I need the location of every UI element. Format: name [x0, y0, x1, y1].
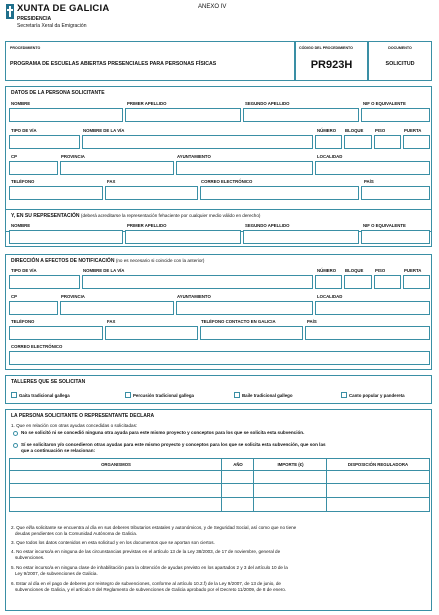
applicant-nif-label: NIF O EQUIVALENTE — [363, 101, 406, 106]
applicant-surname2-field[interactable] — [243, 108, 359, 122]
table-row-divider — [10, 483, 429, 484]
applicant-street-name-label: NOMBRE DE LA VÍA — [83, 128, 125, 133]
notification-address-section — [5, 254, 432, 370]
applicant-floor-label: PISO — [375, 128, 386, 133]
representative-surname1-field[interactable] — [125, 230, 241, 244]
declaration-item-3: 3. Que todos los datos contenidos en esta solicitud y en los documentos que se aportan son ciertos. — [11, 540, 215, 545]
notification-section-title: DIRECCIÓN A EFECTOS DE NOTIFICACIÓN (no es necesario si coincide con la anterior) — [11, 258, 205, 264]
notif-street-name-field[interactable] — [82, 275, 313, 289]
notif-email-label: CORREO ELECTRÓNICO — [11, 344, 63, 349]
workshop-baile-checkbox[interactable] — [234, 392, 240, 398]
declaration-item-4-line2: subvenciones. — [15, 555, 45, 560]
applicant-municipality-label: AYUNTAMIENTO — [177, 154, 211, 159]
declaration-item-1: 1. Que en relación con otras ayudas concedidas o solicitadas: — [11, 423, 138, 428]
table-cell[interactable] — [11, 472, 220, 482]
notif-street-type-label: TIPO DE VÍA — [11, 268, 37, 273]
notif-floor-field[interactable] — [374, 275, 401, 289]
applicant-door-field[interactable] — [403, 135, 430, 149]
table-divider — [221, 459, 222, 511]
applicant-country-field[interactable] — [361, 186, 430, 200]
table-header-regulation: DISPOSICIÓN REGULADORA — [347, 462, 409, 467]
applicant-municipality-field[interactable] — [176, 161, 313, 175]
representative-name-field[interactable] — [9, 230, 123, 244]
representative-name-label: NOMBRE — [11, 223, 31, 228]
notif-locality-label: LOCALIDAD — [317, 294, 343, 299]
applicant-country-label: PAÍS — [364, 179, 374, 184]
workshop-gaita-label: Gaita tradicional gallega — [19, 393, 70, 398]
notif-number-label: NÚMERO — [317, 268, 337, 273]
applicant-street-type-field[interactable] — [9, 135, 80, 149]
annex-label: ANEXO IV — [198, 4, 227, 10]
representative-section — [5, 209, 432, 247]
document-box — [368, 41, 432, 81]
applicant-name-label: NOMBRE — [11, 101, 31, 106]
table-header-organisms: ORGANISMOS — [101, 462, 131, 467]
applicant-locality-field[interactable] — [315, 161, 430, 175]
notif-email-field[interactable] — [9, 351, 430, 365]
applicant-number-field[interactable] — [315, 135, 342, 149]
notif-postcode-label: CP — [11, 294, 17, 299]
notif-phone-field[interactable] — [9, 326, 103, 340]
table-divider — [253, 459, 254, 511]
notif-fax-field[interactable] — [105, 326, 198, 340]
declaration-item-4-line1: 4. No estar incurso/a en ninguna de las circunstancias previstas en el artículo 13 de la Ley 38/2003, de 17 de noviembre, general de — [11, 549, 281, 554]
notif-province-field[interactable] — [60, 301, 174, 315]
notif-phone-label: TELÉFONO — [11, 319, 35, 324]
procedure-value: PROGRAMA DE ESCUELAS ABIERTAS PRESENCIALES PARA PERSONAS FÍSICAS — [10, 61, 217, 67]
notif-door-field[interactable] — [403, 275, 430, 289]
declaration-item-6-line1: 6. Estar al día en el pago de deberes por reintegro de subvenciones, conforme al artículo 10.2.f) de la Ley 9/2007, de 13 de junio, de — [11, 581, 281, 586]
notif-block-label: BLOQUE — [345, 268, 364, 273]
workshop-percusion-label: Percusión tradicional gallega — [133, 393, 194, 398]
declaration-item-6-line2: subvenciones de Galicia, y el artículo 9 del Reglamento de subvenciones de Galicia aprobado por el Decreto 11/2009, de 8 de enero. — [15, 587, 287, 592]
procedure-box — [5, 41, 295, 81]
representative-surname2-label: SEGUNDO APELLIDO — [245, 223, 290, 228]
notif-province-label: PROVINCIA — [61, 294, 85, 299]
table-row-divider — [10, 497, 429, 498]
other-aid-label-line1: Sí se solicitaron y/o concedieron otras ayudas para este mismo proyecto y conceptos para los que se solicita esta subvención, que son las — [21, 442, 326, 447]
notif-galicia-phone-field[interactable] — [200, 326, 303, 340]
other-aid-table — [9, 458, 430, 512]
applicant-surname1-label: PRIMER APELLIDO — [127, 101, 167, 106]
notif-country-field[interactable] — [305, 326, 430, 340]
representative-surname2-field[interactable] — [243, 230, 359, 244]
applicant-block-label: BLOQUE — [345, 128, 364, 133]
table-header-row — [10, 459, 429, 471]
workshops-section-title: TALLERES QUE SE SOLICITAN — [11, 379, 86, 385]
document-label: DOCUMENTO — [388, 46, 412, 50]
table-cell[interactable] — [11, 499, 220, 510]
workshops-section — [5, 375, 432, 404]
representative-nif-label: NIF O EQUIVALENTE — [363, 223, 406, 228]
workshop-canto-checkbox[interactable] — [341, 392, 347, 398]
notif-municipality-label: AYUNTAMIENTO — [177, 294, 211, 299]
notif-locality-field[interactable] — [315, 301, 430, 315]
notif-floor-label: PISO — [375, 268, 386, 273]
logo-subdept: Secretaría Xeral da Emigración — [17, 22, 87, 29]
notif-block-field[interactable] — [344, 275, 372, 289]
workshop-canto-label: Canto popular y pandereta — [349, 393, 405, 398]
notif-number-field[interactable] — [315, 275, 342, 289]
applicant-phone-field[interactable] — [9, 186, 103, 200]
notif-street-name-label: NOMBRE DE LA VÍA — [83, 268, 125, 273]
representative-nif-field[interactable] — [361, 230, 430, 244]
table-cell[interactable] — [11, 485, 220, 496]
applicant-fax-label: FAX — [107, 179, 116, 184]
no-other-aid-label: No se solicitó ni se concedió ninguna otra ayuda para este mismo proyecto y conceptos para los que se solicita esta subvención. — [21, 430, 305, 435]
no-other-aid-radio[interactable] — [13, 431, 18, 436]
applicant-surname2-label: SEGUNDO APELLIDO — [245, 101, 290, 106]
applicant-number-label: NÚMERO — [317, 128, 337, 133]
applicant-province-label: PROVINCIA — [61, 154, 85, 159]
applicant-phone-label: TELÉFONO — [11, 179, 35, 184]
workshop-gaita-checkbox[interactable] — [11, 392, 17, 398]
procedure-code-label: CÓDIGO DEL PROCEDIMIENTO — [299, 46, 353, 50]
logo-name: XUNTA DE GALICIA — [17, 3, 110, 14]
representative-surname1-label: PRIMER APELLIDO — [127, 223, 167, 228]
procedure-label: PROCEDIMIENTO — [10, 46, 41, 50]
applicant-floor-field[interactable] — [374, 135, 401, 149]
notif-postcode-field[interactable] — [9, 301, 58, 315]
table-header-year: AÑO — [233, 462, 243, 467]
xunta-logo — [6, 3, 146, 35]
applicant-section-title: DATOS DE LA PERSONA SOLICITANTE — [11, 90, 105, 96]
applicant-postcode-label: CP — [11, 154, 17, 159]
applicant-street-type-label: TIPO DE VÍA — [11, 128, 37, 133]
notif-country-label: PAÍS — [307, 319, 317, 324]
procedure-code-box — [295, 41, 368, 81]
applicant-locality-label: LOCALIDAD — [317, 154, 343, 159]
applicant-fax-field[interactable] — [105, 186, 198, 200]
declaration-section-title: LA PERSONA SOLICITANTE O REPRESENTANTE DECLARA — [11, 413, 155, 419]
applicant-street-name-field[interactable] — [82, 135, 313, 149]
logo-dept: PRESIDENCIA — [17, 16, 52, 22]
declaration-item-5-line1: 5. No estar incurso/a en ninguna clase de inhabilitación para la obtención de ayudas previsto en los apartados 2 y 3 del artículo 10 de la — [11, 565, 288, 570]
notif-municipality-field[interactable] — [176, 301, 313, 315]
notif-fax-label: FAX — [107, 319, 116, 324]
notif-street-type-field[interactable] — [9, 275, 80, 289]
notif-galicia-phone-label: TELÉFONO CONTACTO EN GALICIA — [201, 319, 276, 324]
applicant-province-field[interactable] — [60, 161, 174, 175]
applicant-postcode-field[interactable] — [9, 161, 58, 175]
declaration-item-5-line2: Ley 9/2007, de subvenciones de Galicia. — [15, 571, 98, 576]
declaration-item-2-line2: deudas pendientes con la Comunidad Autónoma de Galicia. — [15, 531, 138, 536]
other-aid-label-line2: que a continuación se relacionan: — [21, 448, 96, 453]
representative-section-title: Y, EN SU REPRESENTACIÓN (deberá acreditarse la representación fehaciente por cualquier medio válido en derecho) — [11, 213, 261, 219]
table-divider — [326, 459, 327, 511]
table-header-amount: IMPORTE (€) — [277, 462, 304, 467]
applicant-block-field[interactable] — [344, 135, 372, 149]
document-value: SOLICITUD — [385, 61, 415, 67]
procedure-code-value: PR923H — [310, 59, 353, 71]
applicant-name-field[interactable] — [9, 108, 123, 122]
notif-door-label: PUERTA — [404, 268, 422, 273]
applicant-nif-field[interactable] — [361, 108, 430, 122]
declaration-item-2-line1: 2. Que el/la solicitante se encuentra al día en sus deberes tributarios estatales y autonómicos, y de Seguridad Social, así como que no tiene — [11, 525, 297, 530]
applicant-surname1-field[interactable] — [125, 108, 241, 122]
applicant-email-field[interactable] — [200, 186, 359, 200]
other-aid-radio[interactable] — [13, 443, 18, 448]
declaration-section — [5, 409, 432, 611]
applicant-door-label: PUERTA — [404, 128, 422, 133]
workshop-percusion-checkbox[interactable] — [125, 392, 131, 398]
applicant-email-label: CORREO ELECTRÓNICO — [201, 179, 253, 184]
workshop-baile-label: Baile tradicional gallego — [242, 393, 293, 398]
cross-emblem-icon — [6, 4, 14, 19]
